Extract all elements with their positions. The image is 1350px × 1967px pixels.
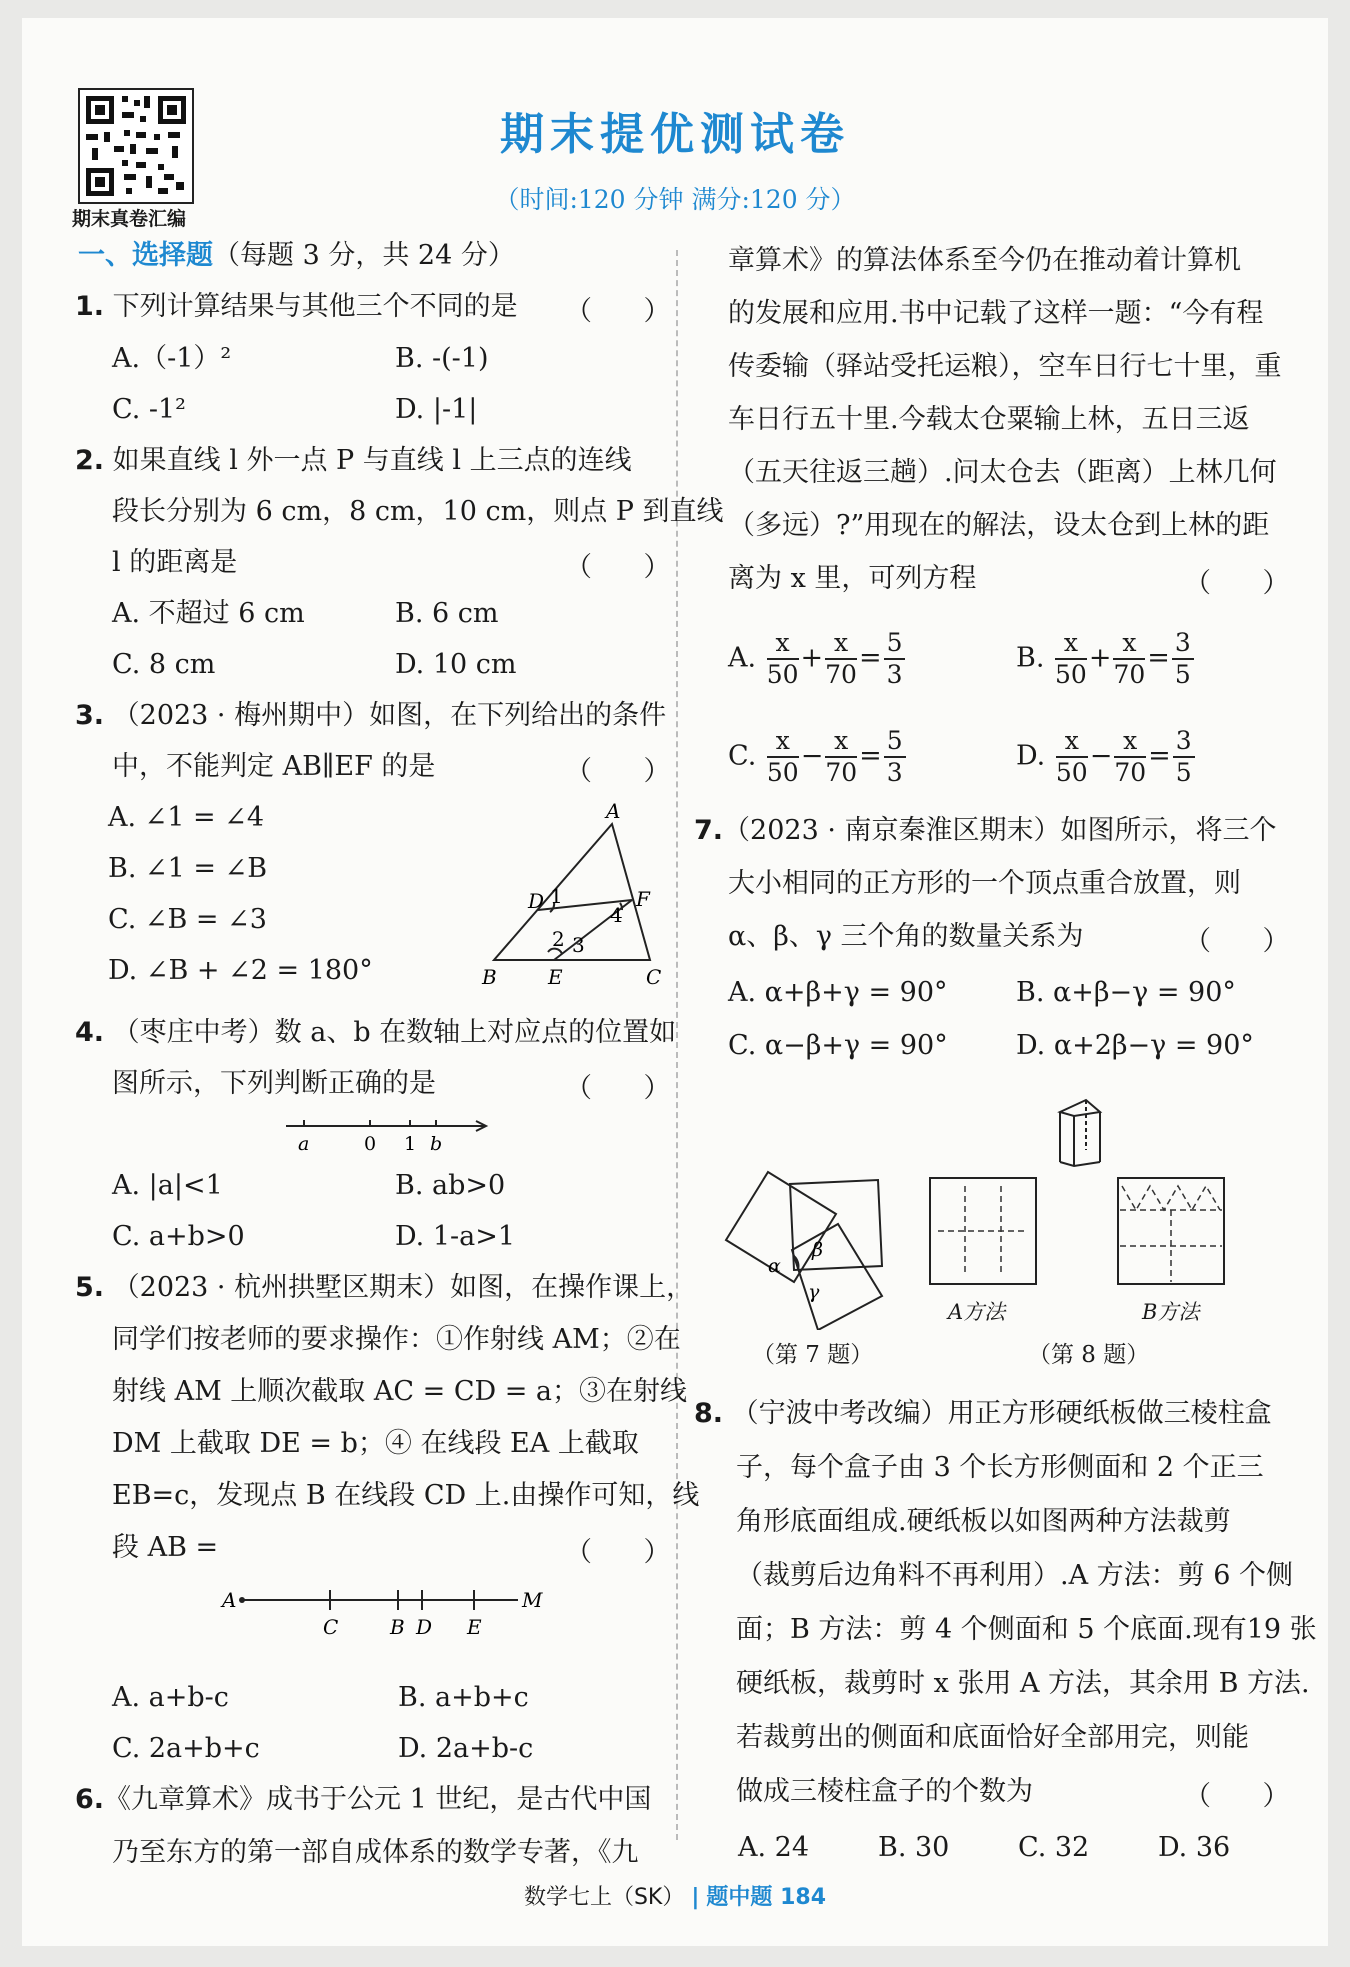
q8-line-6: 硬纸板，裁剪时 x 张用 A 方法，其余用 B 方法. <box>736 1668 1310 1699</box>
q1-option-b: B. -(-1) <box>395 343 489 374</box>
q6-a-frac1 <box>767 628 799 690</box>
q8-option-b: B. 30 <box>878 1832 950 1863</box>
q2-line-3: l 的距离是 <box>112 547 238 578</box>
q3-label-3: 3 <box>572 933 585 957</box>
q3-triangle-figure <box>470 800 670 1000</box>
q6-line-1 <box>75 1782 651 1818</box>
q5-label-A: A <box>222 1588 237 1612</box>
q6-b-frac2 <box>1113 628 1145 690</box>
q6-b-frac1 <box>1055 628 1087 690</box>
q6-option-b: B. $\frac{x}{50}$ + $\frac{x}{70}$ = $\frac{3}{5}$ <box>1016 628 1196 690</box>
q8-label-a: A方法 <box>948 1300 1006 1324</box>
q3-label-1: 1 <box>550 884 563 908</box>
q6-b-op: + <box>1088 642 1112 674</box>
q5-label-C: C <box>323 1615 339 1639</box>
q3-option-c: C. ∠B = ∠3 <box>108 904 267 935</box>
q6-right-3: 传委输（驿站受托运粮），空车日行七十里，重 <box>728 351 1282 382</box>
q6-d-d3: 5 <box>1175 758 1192 787</box>
q5-option-a: A. a+b-c <box>112 1682 229 1713</box>
q1-option-d: D. |-1| <box>395 394 478 425</box>
q4-option-d: D. 1-a>1 <box>395 1221 516 1252</box>
q6-line-2: 乃至东方的第一部自成体系的数学专著，《九 <box>112 1837 639 1868</box>
q7-option-c: C. α−β+γ = 90° <box>728 1030 948 1061</box>
q7-gamma: γ <box>808 1281 820 1303</box>
q4-option-c: C. a+b>0 <box>112 1221 245 1252</box>
q2-option-b: B. 6 cm <box>395 598 499 629</box>
q3-label-2: 2 <box>552 927 565 951</box>
q3-label-B: B <box>482 965 497 989</box>
q8-option-a: A. 24 <box>738 1832 810 1863</box>
q6-right-2: 的发展和应用.书中记载了这样一题：“今有程 <box>728 298 1264 329</box>
footer-book: 数学七上（SK） <box>523 1885 685 1910</box>
q6-c-letter: C. <box>728 740 757 772</box>
footer-page: 题中题 184 <box>706 1885 827 1910</box>
q2-text-1: 如果直线 l 外一点 P 与直线 l 上三点的连线 <box>112 445 632 476</box>
q5-line-6: 段 AB = <box>112 1532 219 1563</box>
q6-d-n2: x <box>1114 726 1146 758</box>
q6-a-op: + <box>800 642 824 674</box>
section-label: 一、选择题 <box>78 240 213 271</box>
q6-b-d1: 50 <box>1055 660 1087 689</box>
q2-option-a: A. 不超过 6 cm <box>112 598 305 629</box>
q8-line-4: （裁剪后边角料不再利用）.A 方法：剪 6 个侧 <box>736 1560 1294 1591</box>
page-title: 期末提优测试卷 <box>500 109 850 160</box>
q6-b-d2: 70 <box>1113 660 1146 689</box>
q6-answer-blank[interactable]: （ ） <box>1184 568 1290 599</box>
q6-d-op: − <box>1089 740 1113 772</box>
q8-number: 8. <box>694 1398 724 1429</box>
q6-right-6: （多远）?”用现在的解法，设太仓到上林的距 <box>728 510 1270 541</box>
q4-text-1: （枣庄中考）数 a、b 在数轴上对应点的位置如 <box>112 1017 677 1048</box>
q7-beta: β <box>812 1239 823 1261</box>
q3-text-1: （2023 · 梅州期中）如图，在下列给出的条件 <box>112 700 667 731</box>
q6-right-7: 离为 x 里，可列方程 <box>728 563 977 594</box>
q6-option-d: D. $\frac{x}{50}$ − $\frac{x}{70}$ = $\frac{3}{5}$ <box>1016 726 1197 788</box>
q8-line-5: 面；B 方法：剪 4 个侧面和 5 个底面.现有19 张 <box>736 1614 1317 1645</box>
q6-right-1: 章算术》的算法体系至今仍在推动着计算机 <box>728 245 1241 276</box>
q6-c-frac1 <box>767 726 799 788</box>
q6-b-n3: 3 <box>1172 628 1194 660</box>
q5-line-3: 射线 AM 上顺次截取 AC = CD = a；③在射线 <box>112 1376 688 1407</box>
q7-option-d: D. α+2β−γ = 90° <box>1016 1030 1254 1061</box>
q5-answer-blank[interactable]: （ ） <box>565 1537 671 1568</box>
q8-line-8: 做成三棱柱盒子的个数为 <box>736 1776 1033 1807</box>
q4-axis-1: 1 <box>404 1133 417 1154</box>
q6-d-d1: 50 <box>1055 758 1088 787</box>
q6-option-c: C. $\frac{x}{50}$ − $\frac{x}{70}$ = $\frac{5}{3}$ <box>728 726 908 788</box>
q2-line-2: 段长分别为 6 cm，8 cm，10 cm，则点 P 到直线 <box>112 496 724 527</box>
q6-c-n1: x <box>767 726 799 758</box>
q7-answer-blank[interactable]: （ ） <box>1184 926 1290 957</box>
section-header <box>78 238 515 274</box>
q3-label-E: E <box>548 965 563 989</box>
q5-label-E: E <box>467 1615 482 1639</box>
q7-option-b: B. α+β−γ = 90° <box>1016 977 1236 1008</box>
column-divider <box>676 250 678 1840</box>
q3-label-D: D <box>528 889 545 913</box>
q2-option-c: C. 8 cm <box>112 649 216 680</box>
q6-d-n3: 3 <box>1173 726 1195 758</box>
q4-line-1 <box>75 1015 676 1051</box>
q5-line-4: DM 上截取 DE = b；④ 在线段 EA 上截取 <box>112 1428 639 1459</box>
q3-number: 3. <box>75 700 105 731</box>
q1-option-c: C. -1² <box>112 394 186 425</box>
q8-line-2: 子，每个盒子由 3 个长方形侧面和 2 个正三 <box>736 1452 1264 1483</box>
q5-text-1: （2023 · 杭州拱墅区期末）如图，在操作课上， <box>112 1272 694 1303</box>
q5-line-5: EB=c，发现点 B 在线段 CD 上.由操作可知，线 <box>112 1480 700 1511</box>
q4-number: 4. <box>75 1017 105 1048</box>
q7-line-3: α、β、γ 三个角的数量关系为 <box>728 921 1084 952</box>
q6-c-frac3 <box>884 726 906 788</box>
q7-line-1 <box>694 813 1277 849</box>
q2-answer-blank[interactable]: （ ） <box>565 552 671 583</box>
q2-number: 2. <box>75 445 105 476</box>
q8-text-1: （宁波中考改编）用正方形硬纸板做三棱柱盒 <box>731 1398 1272 1429</box>
q3-option-b: B. ∠1 = ∠B <box>108 853 268 884</box>
q7-alpha: α <box>768 1255 781 1277</box>
q3-line-1 <box>75 698 666 734</box>
q7-option-a: A. α+β+γ = 90° <box>728 977 948 1008</box>
section-note: （每题 3 分，共 24 分） <box>213 240 515 271</box>
q6-c-op: − <box>800 740 824 772</box>
q2-option-d: D. 10 cm <box>395 649 517 680</box>
qr-label: 期末真卷汇编 <box>72 208 187 230</box>
q4-line-2: 图所示，下列判断正确的是 <box>112 1068 436 1099</box>
q3-option-a: A. ∠1 = ∠4 <box>108 802 265 833</box>
q8-line-7: 若裁剪出的侧面和底面恰好全部用完，则能 <box>736 1722 1249 1753</box>
q6-a-n1: x <box>767 628 799 660</box>
q6-a-frac3 <box>884 628 906 690</box>
q7-line-2: 大小相同的正方形的一个顶点重合放置，则 <box>728 868 1241 899</box>
q8-method-a-figure <box>928 1176 1038 1288</box>
q6-d-n1: x <box>1056 726 1088 758</box>
q1-answer-blank[interactable]: （ ） <box>565 296 671 327</box>
q1-number: 1. <box>75 291 105 322</box>
q4-axis-0: 0 <box>364 1133 377 1154</box>
q4-answer-blank[interactable]: （ ） <box>565 1073 671 1104</box>
q8-caption: （第 8 题） <box>1028 1342 1150 1368</box>
q3-label-A: A <box>606 800 621 823</box>
q3-option-d: D. ∠B + ∠2 = 180° <box>108 955 373 986</box>
q8-method-b-figure <box>1116 1176 1226 1288</box>
q3-label-F: F <box>636 887 650 911</box>
q5-label-D: D <box>416 1615 433 1639</box>
q6-b-n2: x <box>1113 628 1145 660</box>
q6-c-d3: 3 <box>886 758 903 787</box>
q8-prism-figure <box>1056 1096 1106 1170</box>
q4-axis-b: b <box>430 1133 443 1154</box>
q4-number-line <box>280 1110 500 1154</box>
page-footer <box>0 1880 1350 1911</box>
q7-caption: （第 7 题） <box>752 1342 874 1368</box>
q6-c-frac2 <box>825 726 857 788</box>
q4-axis-a: a <box>298 1133 310 1154</box>
q2-line-1 <box>75 443 632 479</box>
q1-stem <box>75 289 518 325</box>
footer-separator: | <box>691 1885 700 1910</box>
q6-c-n2: x <box>825 726 857 758</box>
q6-a-d2: 70 <box>825 660 857 689</box>
q4-option-b: B. ab>0 <box>395 1170 506 1201</box>
page-subtitle: （时间:120 分钟 满分:120 分） <box>494 185 856 214</box>
q6-a-frac2 <box>825 628 857 690</box>
q6-a-n3: 5 <box>884 628 906 660</box>
q5-number: 5. <box>75 1272 105 1303</box>
q6-option-a: A. $\frac{x}{50}$ + $\frac{x}{70}$ = $\frac{5}{3}$ <box>728 628 907 690</box>
q6-a-letter: A. <box>728 642 757 674</box>
q8-answer-blank[interactable]: （ ） <box>1184 1781 1290 1812</box>
q7-squares-figure <box>720 1160 910 1330</box>
q6-d-letter: D. <box>1016 740 1046 772</box>
q5-line-2: 同学们按老师的要求操作：①作射线 AM；②在 <box>112 1324 681 1355</box>
q6-c-n3: 5 <box>884 726 906 758</box>
q5-label-M: M <box>522 1588 543 1612</box>
q8-label-b: B方法 <box>1142 1300 1200 1324</box>
q5-option-b: B. a+b+c <box>398 1682 529 1713</box>
q3-label-C: C <box>646 965 662 989</box>
q8-option-c: C. 32 <box>1018 1832 1090 1863</box>
q6-b-frac3 <box>1172 628 1194 690</box>
q8-option-d: D. 36 <box>1158 1832 1231 1863</box>
q6-a-d1: 50 <box>766 660 799 689</box>
q6-right-4: 车日行五十里.今载太仓粟输上林，五日三返 <box>728 404 1250 435</box>
q8-line-3: 角形底面组成.硬纸板以如图两种方法裁剪 <box>736 1506 1231 1537</box>
q3-answer-blank[interactable]: （ ） <box>565 756 671 787</box>
q6-b-n1: x <box>1055 628 1087 660</box>
q6-c-d1: 50 <box>766 758 799 787</box>
q5-option-d: D. 2a+b-c <box>398 1733 534 1764</box>
q5-option-c: C. 2a+b+c <box>112 1733 260 1764</box>
q6-right-5: （五天往返三趟）.问太仓去（距离）上林几何 <box>728 457 1277 488</box>
q6-b-letter: B. <box>1016 642 1045 674</box>
q6-c-d2: 70 <box>825 758 858 787</box>
q5-line-1 <box>75 1270 693 1306</box>
q6-d-frac3 <box>1173 726 1195 788</box>
q6-d-frac2 <box>1114 726 1146 788</box>
q1-text: 下列计算结果与其他三个不同的是 <box>112 291 518 322</box>
q5-ray-figure <box>218 1582 558 1642</box>
q8-line-1 <box>694 1396 1272 1432</box>
q6-text-1: 《九章算术》成书于公元 1 世纪，是古代中国 <box>104 1784 652 1815</box>
q4-option-a: A. |a|<1 <box>112 1170 223 1201</box>
q3-label-4: 4 <box>610 903 623 927</box>
q1-option-a: A.（-1）² <box>112 343 232 374</box>
q6-number: 6. <box>75 1784 105 1815</box>
q6-a-d3: 3 <box>886 660 903 689</box>
q6-a-n2: x <box>825 628 857 660</box>
q6-d-d2: 70 <box>1114 758 1147 787</box>
q3-line-2: 中，不能判定 AB∥EF 的是 <box>112 751 436 782</box>
q7-number: 7. <box>694 815 724 846</box>
q5-label-B: B <box>390 1615 405 1639</box>
q6-b-d3: 5 <box>1174 660 1191 689</box>
q7-text-1: （2023 · 南京秦淮区期末）如图所示，将三个 <box>723 815 1277 846</box>
q6-d-frac1 <box>1056 726 1088 788</box>
